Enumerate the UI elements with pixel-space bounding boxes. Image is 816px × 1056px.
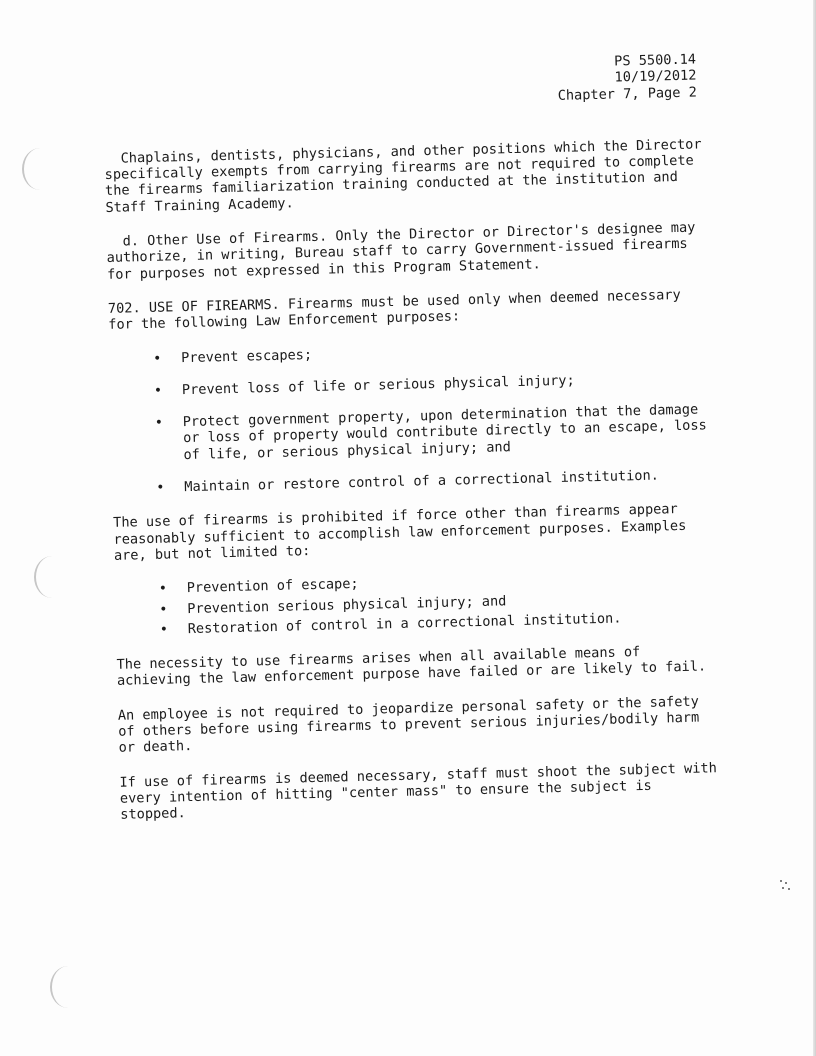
scan-speck — [778, 878, 792, 892]
bullet-icon: • — [156, 479, 165, 496]
list-item — [111, 401, 712, 465]
bullet-icon: • — [158, 580, 168, 598]
punch-hole-bottom — [50, 966, 86, 1008]
necessity-paragraph: The necessity to use firearms arises when all available means of achieving the law enforcement purpose have failed or are likely to fail. — [116, 644, 707, 690]
list-item-text: Prevent loss of life or serious physical injury; — [181, 372, 575, 399]
chaplains-paragraph: Chaplains, dentists, physicians, and other positions which the Director specifically exempts from carrying firearms are not required to complete the firearms familiarization training conducted at the institution and Staff Training Academy. — [104, 136, 702, 216]
bullet-icon: • — [152, 350, 162, 367]
bullet-icon: • — [154, 414, 164, 431]
document-header — [102, 51, 703, 115]
prohibited-paragraph: The use of firearms is prohibited if force other than firearms appear reasonably sufficient to accomplish law enforcement purposes. Examples are, but not limited to: — [112, 501, 687, 564]
punch-hole-top — [22, 148, 58, 190]
other-use-paragraph: d. Other Use of Firearms. Only the Director or Director's designee may authorize, in writing, Bureau staff to carry Government-issued firearms for purposes not expressed in this Program Statement. — [106, 219, 696, 283]
employee-paragraph: An employee is not required to jeopardize personal safety or the safety of others before using firearms to prevent serious injuries/bodily harm or death. — [117, 693, 700, 757]
doc-number: PS 5500.14 — [614, 51, 697, 70]
bullet-icon: • — [159, 621, 169, 638]
purposes-list — [109, 337, 712, 497]
examples-list — [115, 567, 716, 639]
use-of-firearms-paragraph: 702. USE OF FIREARMS. Firearms must be used only when deemed necessary for the following Law Enforcement purposes: — [107, 286, 681, 334]
punch-hole-middle — [34, 556, 70, 598]
bullet-icon: • — [153, 382, 163, 399]
list-item-text: Prevention serious physical injury; and — [187, 592, 507, 617]
list-item-text: Prevent escapes; — [180, 346, 313, 366]
list-item-text: Protect government property, upon determination that the damage or loss of property would contribute directly to an escape, loss of life, or serious physical injury; and — [182, 401, 707, 463]
list-item — [109, 337, 709, 368]
bullet-icon: • — [159, 601, 168, 618]
list-item — [110, 369, 710, 400]
list-item-text: Restoration of control in a correctional institution. — [187, 610, 622, 637]
center-mass-paragraph: If use of firearms is deemed necessary, staff must shoot the subject with every intention of hitting "center mass" to ensure the subject is stopped. — [119, 759, 717, 823]
list-item-text: Prevention of escape; — [186, 576, 359, 597]
doc-date: 10/19/2012 — [614, 67, 697, 86]
chapter-page: Chapter 7, Page 2 — [557, 84, 698, 104]
list-item — [112, 466, 712, 497]
document-body — [102, 51, 721, 841]
list-item-text: Maintain or restore control of a correctional institution. — [184, 467, 660, 496]
